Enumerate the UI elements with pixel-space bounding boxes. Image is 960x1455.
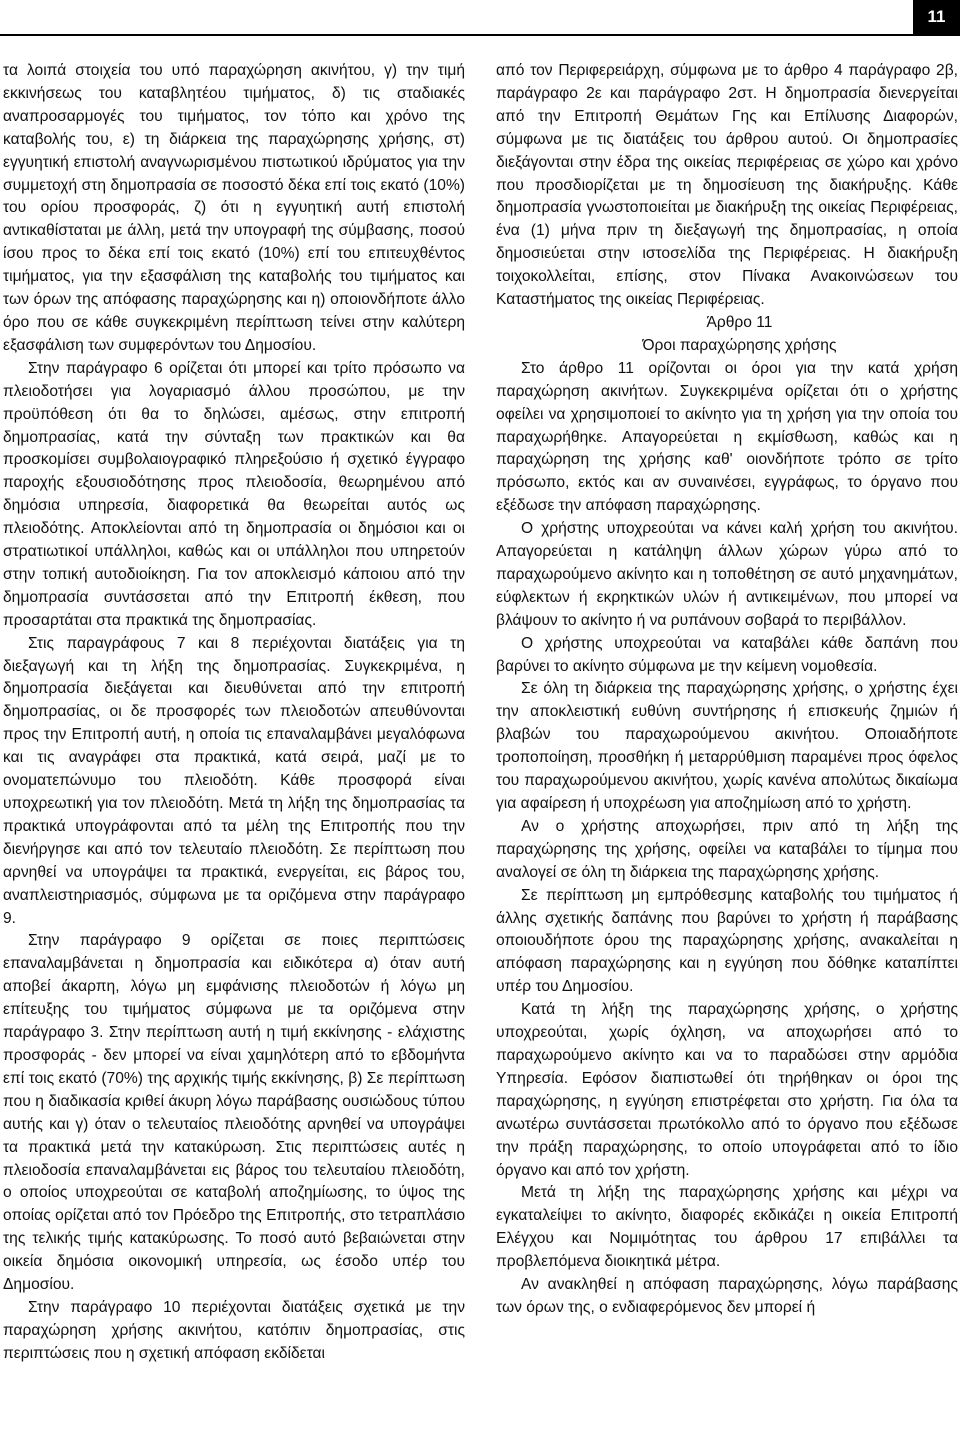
paragraph: Αν ο χρήστης αποχωρήσει, πριν από τη λήξη της παραχώρησης της χρήσης, οφείλει να καταβάλει το τίμημα που αναλογεί σε όλη τη διάρκεια της παραχώρησης χρήσης. [496,817,958,881]
paragraph: από τον Περιφερειάρχη, σύμφωνα με το άρθρο 4 παράγραφο 2β, παράγραφο 2ε και παράγραφο 2στ. Η δημοπρασία διενεργείται από την Επιτροπή Θεμάτων Γης και Επίλυσης Διαφορών, σύμφωνα με τις διατάξεις του άρθρου αυτού. Οι δημοπρασίες διεξάγονται στην έδρα της οικείας περιφέρειας σε χώρο και χρόνο που προσδιορίζεται με τη δημοσίευση της διακήρυξης. Κάθε δημοπρασία γνωστοποιείται με διακήρυξη της οικείας Περιφέρειας, ένα (1) μήνα πριν τη διεξαγωγή της δημοπρασίας, η οποία δημοσιεύεται στην ιστοσελίδα της Περιφέρειας. Η διακήρυξη τοιχοκολλείται, επίσης, στον Πίνακα Ανακοινώσεων του Καταστήματος της οικείας Περιφέρειας. [496,62,958,309]
paragraph: Κατά τη λήξη της παραχώρησης χρήσης, ο χρήστης υποχρεούται, χωρίς όχληση, να αποχωρήσει από το παραχωρούμενο ακίνητο και να το παραδώσει στην αρμόδια Υπηρεσία. Εφόσον διαπιστωθεί ότι τηρήθηκαν οι όροι της παραχώρησης, η εγγύηση επιστρέφεται στο χρήστη. Για όλα τα ανωτέρω συντάσσεται πρωτόκολλο από το όργανο που εξέδωσε την πράξη παραχώρησης, το οποίο υπογράφεται από το ίδιο όργανο και από τον χρήστη. [496,1001,958,1179]
paragraph: Αν ανακληθεί η απόφαση παραχώρησης, λόγω παράβασης των όρων της, ο ενδιαφερόμενος δεν μπορεί ή [496,1276,958,1316]
paragraph: Στην παράγραφο 6 ορίζεται ότι μπορεί και τρίτο πρόσωπο να πλειοδοτήσει για λογαριασμό άλλου προσώπου, με την προϋπόθεση ότι θα το δηλώσει, αμέσως, στην επιτροπή δημοπρασίας, κατά την σύνταξη των πρακτικών και θα προσκομίσει συμβολαιογραφικό πληρεξούσιο ή σχετικό έγγραφο παροχής εξουσιοδότησης προς πλειοδοσία, θεωρημένου από δημόσια υπηρεσία, διαφορετικά θα θεωρείται αυτός ως πλειοδότης. Αποκλείονται από τη δημοπρασία οι δημόσιοι και οι στρατιωτικοί υπάλληλοι, καθώς και οι υπάλληλοι που υπηρετούν στην τοπική αυτοδιοίκηση. Για τον αποκλεισμό κάποιου από την δημοπρασία συντάσσεται από την Επιτροπή έκθεση, που προσαρτάται στα πρακτικά της δημοπρασίας. [3,359,465,629]
page-number: 11 [913,0,960,34]
left-column [3,60,465,1366]
article-number: Άρθρο 11 [706,313,773,331]
paragraph: Στην παράγραφο 9 ορίζεται σε ποιες περιπτώσεις επαναλαμβάνεται η δημοπρασία και ειδικότερα α) όταν αυτή αποβεί άκαρπη, λόγω μη εμφάνισης πλειοδοτών ή λόγω μη επίτευξης του τιμήματος σύμφωνα με τα οριζόμενα στην παράγραφο 3. Στην περίπτωση αυτή η τιμή εκκίνησης - ελάχιστης προσφοράς - δεν μπορεί να είναι χαμηλότερη από το εβδομήντα επί τοις εκατό (70%) της αρχικής τιμής εκκίνησης, β) Σε περίπτωση που η διαδικασία κριθεί άκυρη λόγω παράβασης ουσιώδους τύπου αυτής και γ) όταν ο τελευταίος πλειοδότης αρνηθεί να υπογράψει τα πρακτικά μετά την κατακύρωση. Στις περιπτώσεις αυτές η πλειοδοσία επαναλαμβάνεται εις βάρος του τελευταίου πλειοδότη, ο οποίος υποχρεούται σε καταβολή αποζημίωσης, το ύψος της οποίας ορίζεται από τον Πρόεδρο της Επιτροπής, στο τετραπλάσιο της τελικής τιμής κατακύρωσης. Το ποσό αυτό βεβαιώνεται στην οικεία δημόσια οικονομική υπηρεσία, ως έσοδο υπέρ του Δημοσίου. [3,932,465,1294]
paragraph: Σε όλη τη διάρκεια της παραχώρησης χρήσης, ο χρήστης έχει την αποκλειστική ευθύνη συντήρησης ή επισκευής ζημιών ή βλαβών του παραχωρούμενου ακινήτου. Οποιαδήποτε τροποποίηση, προσθήκη ή μεταρρύθμιση παραμένει προς όφελος του παραχωρούμενου ακινήτου, χωρίς κανένα απολύτως δικαίωμα για αφαίρεση ή υποχρέωση για αποζημίωση από το χρήστη. [496,680,958,812]
header-rule [0,34,960,36]
paragraph: Ο χρήστης υποχρεούται να κάνει καλή χρήση του ακινήτου. Απαγορεύεται η κατάληψη άλλων χώρων γύρω από το παραχωρούμενο ακίνητο και η τοποθέτηση σε αυτό μηχανημάτων, εύφλεκτων ή εκρηκτικών υλών ή αντικειμένων, που μπορεί να βλάψουν το ακίνητο ή να ρυπάνουν σοβαρά το περιβάλλον. [496,520,958,629]
paragraph: Ο χρήστης υποχρεούται να καταβάλει κάθε δαπάνη που βαρύνει το ακίνητο σύμφωνα με την κείμενη νομοθεσία. [496,634,958,675]
paragraph: Σε περίπτωση μη εμπρόθεσμης καταβολής του τιμήματος ή άλλης σχετικής δαπάνης που βαρύνει το χρήστη ή παράβασης οποιουδήποτε όρου της παραχώρησης χρήσης, ανακαλείται η απόφαση παραχώρησης και η εγγύηση που δόθηκε καταπίπτει υπέρ του Δημοσίου. [496,886,958,996]
article-title: Όροι παραχώρησης χρήσης [642,336,837,354]
paragraph: Στις παραγράφους 7 και 8 περιέχονται διατάξεις για τη διεξαγωγή και τη λήξη της δημοπρασίας. Συγκεκριμένα, η δημοπρασία διεξάγεται και διευθύνεται από την επιτροπή δημοπρασίας, οι δε προσφορές των πλειοδοτών απευθύνονται προς την Επιτροπή αυτή, η οποία τις επαναλαμβάνει μεγαλόφωνα και τις αναγράφει στα πρακτικά, κατά σειρά, μαζί με το ονοματεπώνυμο του πλειοδότη. Κάθε προσφορά είναι υποχρεωτική για τον πλειοδότη. Μετά τη λήξη της δημοπρασίας τα πρακτικά υπογράφονται από τα μέλη της Επιτροπής που την διενήργησε και από τον τελευταίο πλειοδότη. Σε περίπτωση που αρνηθεί να υπογράψει τα πρακτικά, ενεργείται, εις βάρος του, αναπλειστηριασμός, σύμφωνα με τα οριζόμενα στην παράγραφο 9. [3,634,465,927]
paragraph: Στην παράγραφο 10 περιέχονται διατάξεις σχετικά με την παραχώρηση χρήσης ακινήτου, κατόπιν δημοπρασίας, στις περιπτώσεις που η σχετική απόφαση εκδίδεται [3,1298,465,1362]
paragraph: Στο άρθρο 11 ορίζονται οι όροι για την κατά χρήση παραχώρηση ακινήτων. Συγκεκριμένα ορίζεται ότι ο χρήστης οφείλει να χρησιμοποιεί το ακίνητο για τη χρήση για την οποία του παραχωρήθηκε. Απαγορεύεται η εκμίσθωση, καθώς και η παραχώρηση της χρήσης καθ' οιονδήποτε τρόπο σε τρίτο πρόσωπο, εκτός και αν συναινέσει, εγγράφως, το όργανο που εξέδωσε την απόφαση παραχώρησης. [496,359,958,515]
right-column [496,60,958,1320]
paragraph: Μετά τη λήξη της παραχώρησης χρήσης και μέχρι να εγκαταλείψει το ακίνητο, διαφορές εκδικάζει η οικεία Επιτροπή Ελέγχου και Νομιμότητας του άρθρου 17 επιβάλλει τα προβλεπόμενα διοικητικά μέτρα. [496,1184,958,1271]
paragraph: τα λοιπά στοιχεία του υπό παραχώρηση ακινήτου, γ) την τιμή εκκινήσεως του καταβλητέου τιμήματος, δ) τις σταδιακές αναπροσαρμογές του τιμήματος, τον τόπο και χρόνο της καταβολής του, ε) τη διάρκεια της παραχώρησης χρήσης, στ) εγγυητική επιστολή αναγνωρισμένου πιστωτικού ιδρύματος για την συμμετοχή στη δημοπρασία σε ποσοστό δέκα επί τοις εκατό (10%) του ορίου προσφοράς, ζ) ότι η εγγυητική αυτή επιστολή αντικαθίσταται με άλλη, μετά την υπογραφή της σύμβασης, ποσού ίσου προς το δέκα επί τοις εκατό (10%) επί του επιτευχθέντος τιμήματος, για την εξασφάλιση της καταβολής του τιμήματος και των όρων της απόφασης παραχώρησης και η) οποιονδήποτε άλλο όρο που σε κάθε συγκεκριμένη περίπτωση τείνει στην καλύτερη εξασφάλιση των συμφερόντων του Δημοσίου. [3,62,465,354]
